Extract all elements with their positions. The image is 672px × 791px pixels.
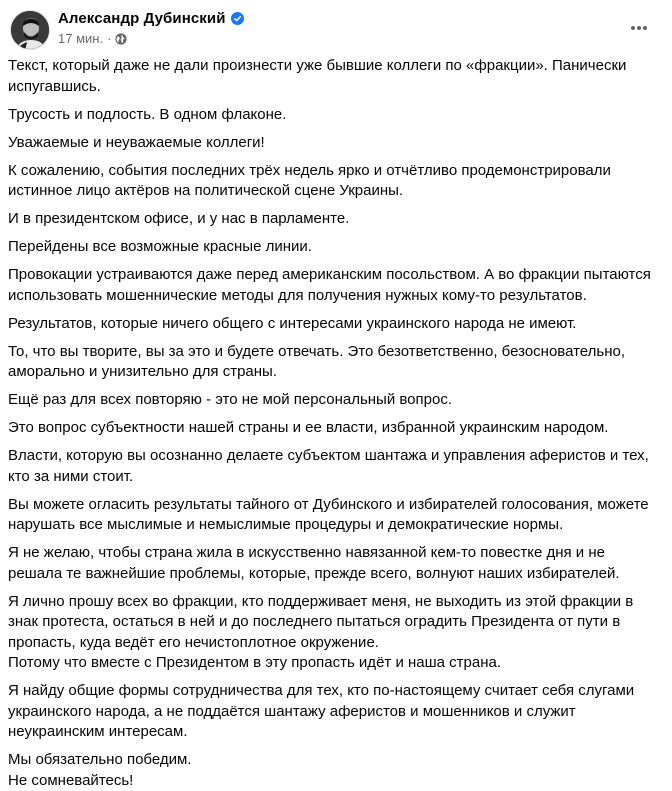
paragraph: Перейдены все возможные красные линии.: [8, 237, 662, 258]
paragraph: То, что вы творите, вы за это и будете отвечать. Это безответственно, безосновательно, аморально и унизительно для страны.: [8, 342, 662, 383]
timestamp[interactable]: 17 мин.: [58, 31, 103, 46]
meta-separator: ·: [107, 31, 111, 46]
avatar[interactable]: [10, 10, 50, 50]
dot-icon: [643, 26, 647, 30]
paragraph: Это вопрос субъектности нашей страны и ее власти, избранной украинским народом.: [8, 418, 662, 439]
paragraph: Провокации устраиваются даже перед американским посольством. А во фракции пытаются использовать мошеннические методы для получения нужных кому-то результатов.: [8, 265, 662, 306]
profile-photo-icon: [11, 11, 50, 50]
dot-icon: [637, 26, 641, 30]
globe-icon[interactable]: [115, 33, 127, 45]
paragraph: Вы можете огласить результаты тайного от Дубинского и избирателей голосования, можете нарушать все мыслимые и немыслимые процедуры и демократические нормы.: [8, 495, 662, 536]
more-options-button[interactable]: [628, 17, 650, 39]
paragraph: К сожалению, события последних трёх недель ярко и отчётливо продемонстрировали истинное лицо актёров на политической сцене Украины.: [8, 161, 662, 202]
paragraph: Результатов, которые ничего общего с интересами украинского народа не имеют.: [8, 314, 662, 335]
author-row: [58, 10, 244, 27]
paragraph: Текст, который даже не дали произнести уже бывшие коллеги по «фракции». Панически испугавшись.: [8, 56, 662, 97]
paragraph: Я найду общие формы сотрудничества для тех, кто по-настоящему считает себя слугами украинского народа, а не поддаётся шантажу аферистов и мошенников и служит неукраинским интересам.: [8, 681, 662, 743]
verified-badge-icon: [231, 12, 244, 25]
dot-icon: [631, 26, 635, 30]
post-body: [0, 56, 672, 791]
paragraph: Уважаемые и неуважаемые коллеги!: [8, 133, 662, 154]
paragraph: Власти, которую вы осознанно делаете субъектом шантажа и управления аферистов и тех, кто за ними стоит.: [8, 446, 662, 487]
paragraph: Я лично прошу всех во фракции, кто поддерживает меня, не выходить из этой фракции в знак протеста, остаться в ней и до последнего пытаться оградить Президента от пути в пропасть, куда ведёт его нечистоплотное окружение.: [8, 592, 662, 654]
post-header: [0, 0, 672, 56]
author-name[interactable]: Александр Дубинский: [58, 10, 226, 27]
post-meta: [58, 31, 127, 46]
paragraph: Потому что вместе с Президентом в эту пропасть идёт и наша страна.: [8, 653, 662, 674]
paragraph: Мы обязательно победим.: [8, 750, 662, 771]
paragraph: Трусость и подлость. В одном флаконе.: [8, 105, 662, 126]
paragraph: Я не желаю, чтобы страна жила в искусственно навязанной кем-то повестке дня и не решала те важнейшие проблемы, которые, прежде всего, волнуют наших избирателей.: [8, 543, 662, 584]
paragraph: И в президентском офисе, и у нас в парламенте.: [8, 209, 662, 230]
paragraph: Не сомневайтесь!: [8, 771, 662, 791]
paragraph: Ещё раз для всех повторяю - это не мой персональный вопрос.: [8, 390, 662, 411]
